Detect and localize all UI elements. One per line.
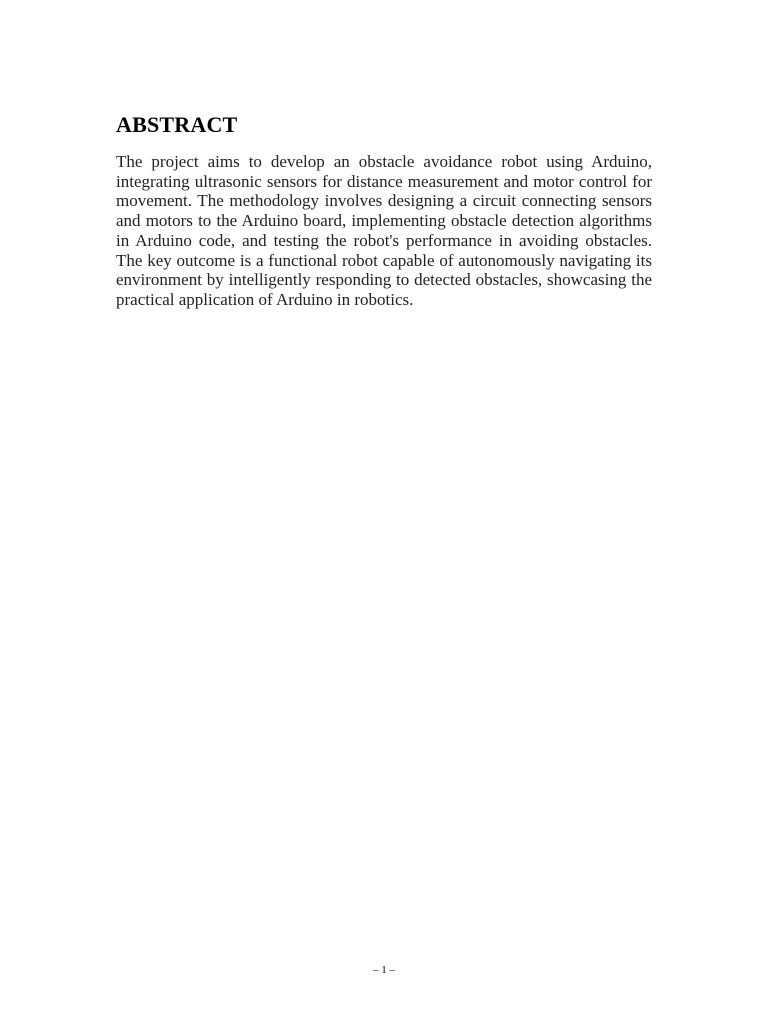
abstract-section — [116, 112, 652, 310]
abstract-heading: ABSTRACT — [116, 112, 238, 137]
page-number: – 1 – — [373, 964, 395, 976]
abstract-paragraph: The project aims to develop an obstacle avoidance robot using Arduino, integrating ultrasonic sensors for distance measurement and motor control for movement. The methodology involves designing a circuit connecting sensors and motors to the Arduino board, implementing obstacle detection algorithms in Arduino code, and testing the robot's performance in avoiding obstacles. The key outcome is a functional robot capable of autonomously navigating its environment by intelligently responding to detected obstacles, showcasing the practical application of Arduino in robotics. — [116, 152, 652, 309]
